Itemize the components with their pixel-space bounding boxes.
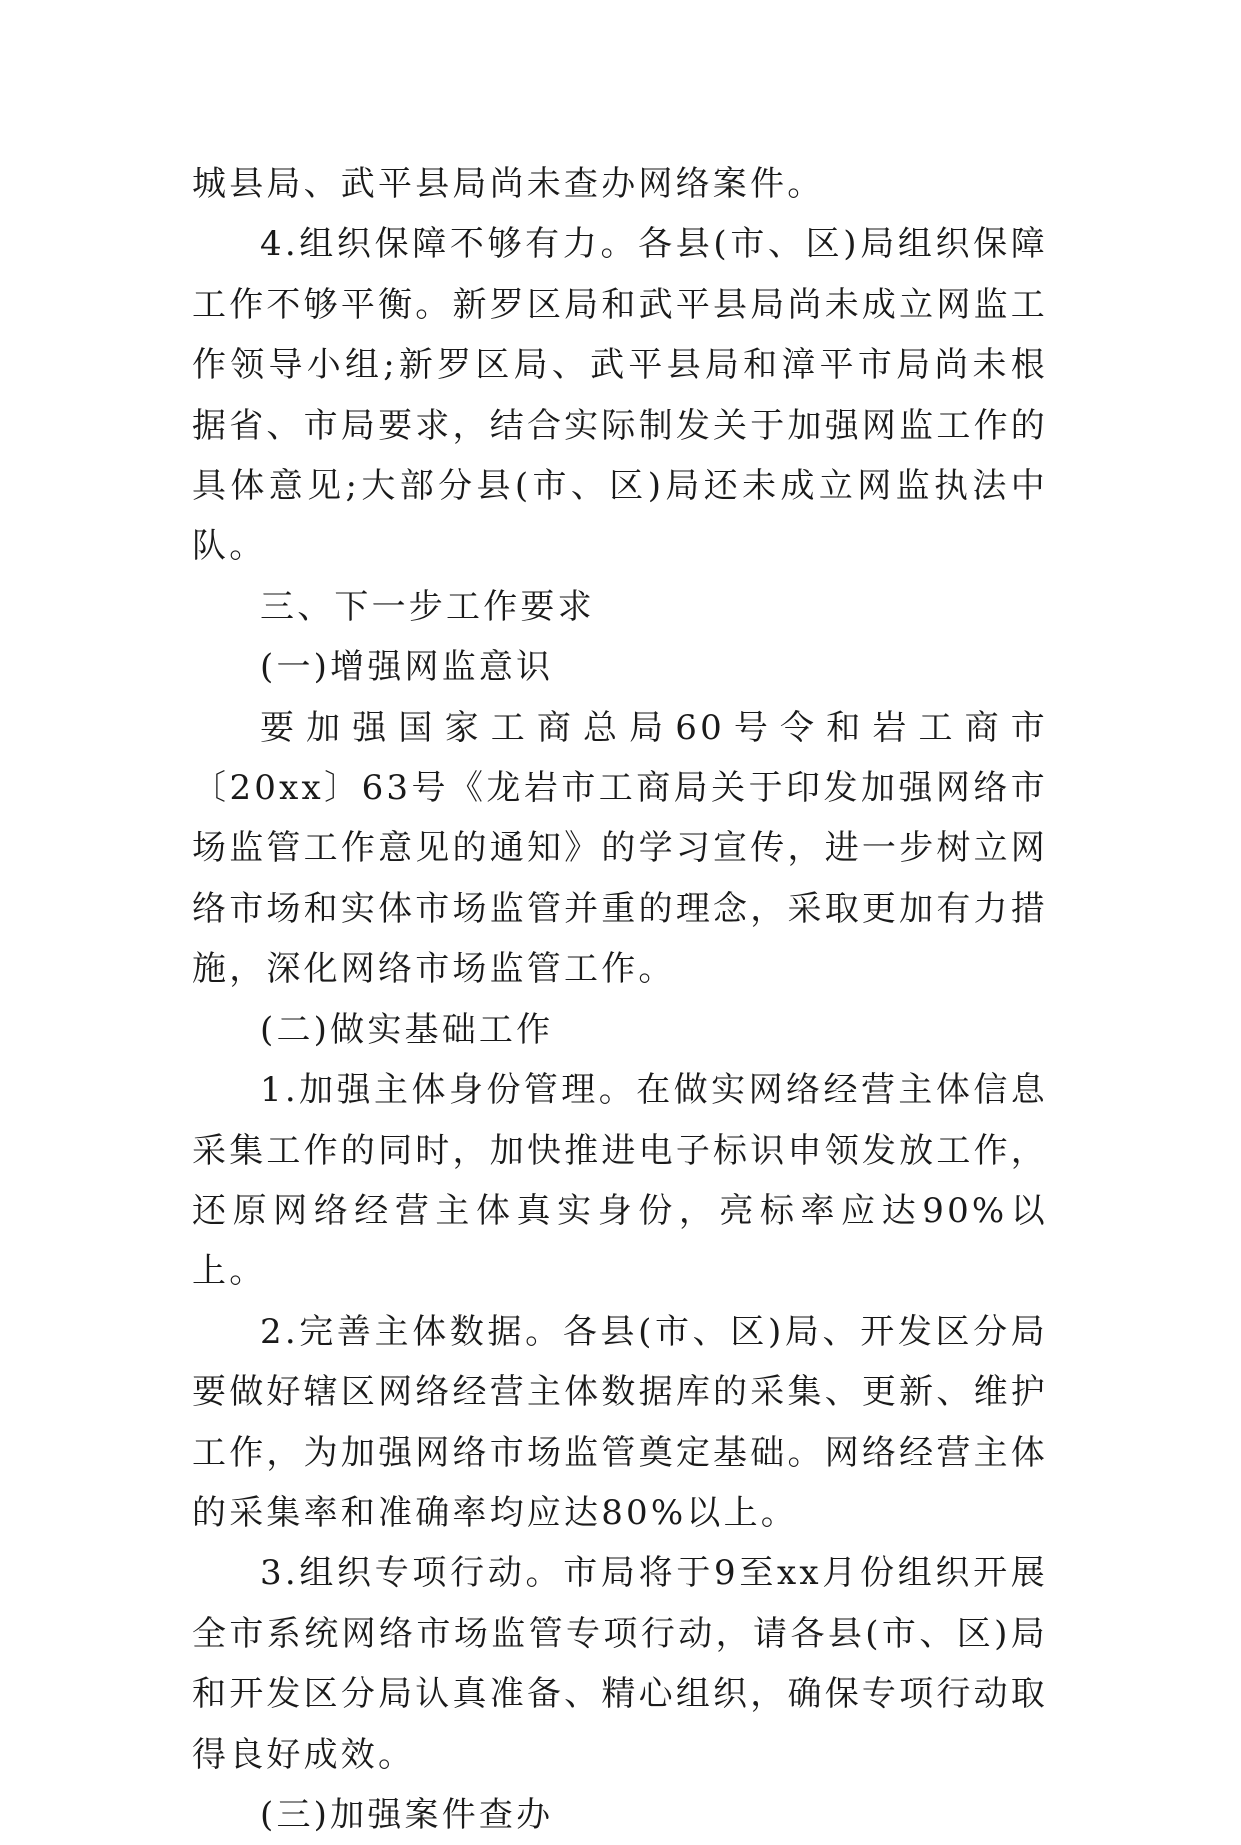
- subsection-heading-case-handling: (三)加强案件查办: [260, 1794, 554, 1835]
- paragraph-special-action: 3.组织专项行动。市局将于9至xx月份组织开展全市系统网络市场监管专项行动，请各县(市、区)局和开发区分局认真准备、精心组织，确保专项行动取得良好成效。: [192, 1553, 1048, 1775]
- subsection-heading-foundation: (二)做实基础工作: [260, 1009, 554, 1050]
- section-heading-next-steps: 三、下一步工作要求: [260, 586, 595, 627]
- paragraph-continuation: 城县局、武平县局尚未查办网络案件。: [192, 164, 825, 204]
- paragraph-organization-guarantee: 4.组织保障不够有力。各县(市、区)局组织保障工作不够平衡。新罗区局和武平县局尚未成立网监工作领导小组;新罗区局、武平县局和漳平市局尚未根据省、市局要求，结合实际制发关于加强网监工作的具体意见;大部分县(市、区)局还未成立网监执法中队。: [192, 224, 1048, 567]
- paragraph-identity-management: 1.加强主体身份管理。在做实网络经营主体信息采集工作的同时，加快推进电子标识申领发放工作，还原网络经营主体真实身份，亮标率应达90%以上。: [192, 1070, 1048, 1292]
- subsection-heading-awareness: (一)增强网监意识: [260, 647, 554, 688]
- paragraph-subject-data: 2.完善主体数据。各县(市、区)局、开发区分局要做好辖区网络经营主体数据库的采集、更新、维护工作，为加强网络市场监管奠定基础。网络经营主体的采集率和准确率均应达80%以上。: [192, 1311, 1048, 1533]
- document-body: [192, 154, 1048, 1845]
- paragraph-awareness: 要加强国家工商总局60号令和岩工商市〔20xx〕63号《龙岩市工商局关于印发加强网络市场监管工作意见的通知》的学习宣传，进一步树立网络市场和实体市场监管并重的理念，采取更加有力措施，深化网络市场监管工作。: [192, 707, 1048, 990]
